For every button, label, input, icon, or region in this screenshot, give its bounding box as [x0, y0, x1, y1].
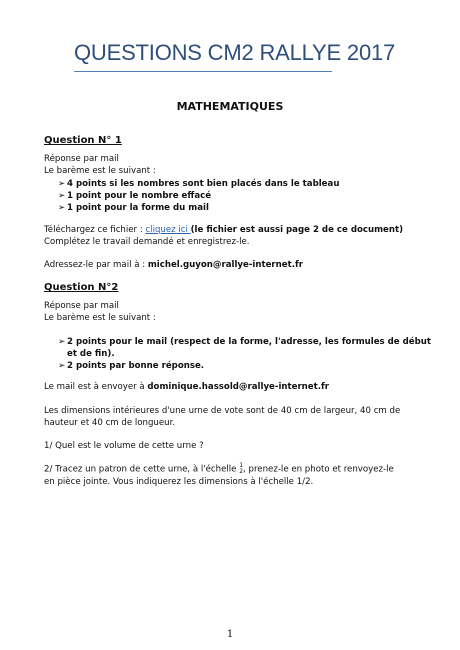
- q1-bullet-2: ➢ 1 point pour le nombre effacé: [58, 191, 212, 201]
- q1-address-line: Adressez-le par mail à : michel.guyon@rallye-internet.fr: [44, 260, 303, 270]
- q2-dimensions-line-2: hauteur et 40 cm de longueur.: [44, 418, 176, 428]
- q2-question-1: 1/ Quel est le volume de cette urne ?: [44, 441, 204, 451]
- arrow-bullet-icon: ➢: [58, 337, 66, 347]
- q2-send-line: Le mail est à envoyer à dominique.hassold@rallye-internet.fr: [44, 382, 329, 392]
- q2-response-line: Réponse par mail: [44, 301, 119, 311]
- arrow-bullet-icon: ➢: [58, 179, 66, 189]
- q1-bullet-1: ➢ 4 points si les nombres sont bien placés dans le tableau: [58, 179, 340, 189]
- q1-bareme-line: Le barème est le suivant :: [44, 166, 156, 176]
- page-number: 1: [226, 629, 234, 640]
- section-heading: MATHEMATIQUES: [176, 100, 284, 113]
- q2-bullet-2: ➢ 2 points par bonne réponse.: [58, 361, 205, 371]
- q2-email: dominique.hassold@rallye-internet.fr: [147, 382, 329, 392]
- q1-complete-line: Complétez le travail demandé et enregistrez-le.: [44, 237, 250, 247]
- q2-question-2: 2/ Tracez un patron de cette urne, à l'échelle 1 2, prenez-le en photo et renvoyez-le: [44, 462, 394, 475]
- q2-bullet-1: ➢ 2 points pour le mail (respect de la forme, l'adresse, les formules de début: [58, 337, 431, 347]
- q1-email: michel.guyon@rallye-internet.fr: [147, 260, 303, 270]
- question-1-heading: Question N° 1: [44, 135, 122, 146]
- fraction-one-half: 1 2: [239, 462, 244, 475]
- arrow-bullet-icon: ➢: [58, 203, 66, 213]
- q2-bareme-line: Le barème est le suivant :: [44, 313, 156, 323]
- q2-bullet-1-continued: et de fin).: [67, 349, 115, 359]
- q1-bullet-3: ➢ 1 point pour la forme du mail: [58, 203, 209, 213]
- download-link[interactable]: cliquez ici: [145, 225, 191, 235]
- q1-response-line: Réponse par mail: [44, 154, 119, 164]
- arrow-bullet-icon: ➢: [58, 191, 66, 201]
- q2-dimensions-line-1: Les dimensions intérieures d'une urne de vote sont de 40 cm de largeur, 40 cm de: [44, 406, 401, 416]
- q2-question-2-continued: en pièce jointe. Vous indiquerez les dimensions à l'échelle 1/2.: [44, 477, 314, 487]
- arrow-bullet-icon: ➢: [58, 361, 66, 371]
- page-title: QUESTIONS CM2 RALLYE 2017: [74, 40, 396, 65]
- q1-download-line: Téléchargez ce fichier : cliquez ici (le fichier est aussi page 2 de ce document): [44, 225, 404, 235]
- question-2-heading: Question N°2: [44, 282, 119, 293]
- title-underline: [74, 71, 332, 72]
